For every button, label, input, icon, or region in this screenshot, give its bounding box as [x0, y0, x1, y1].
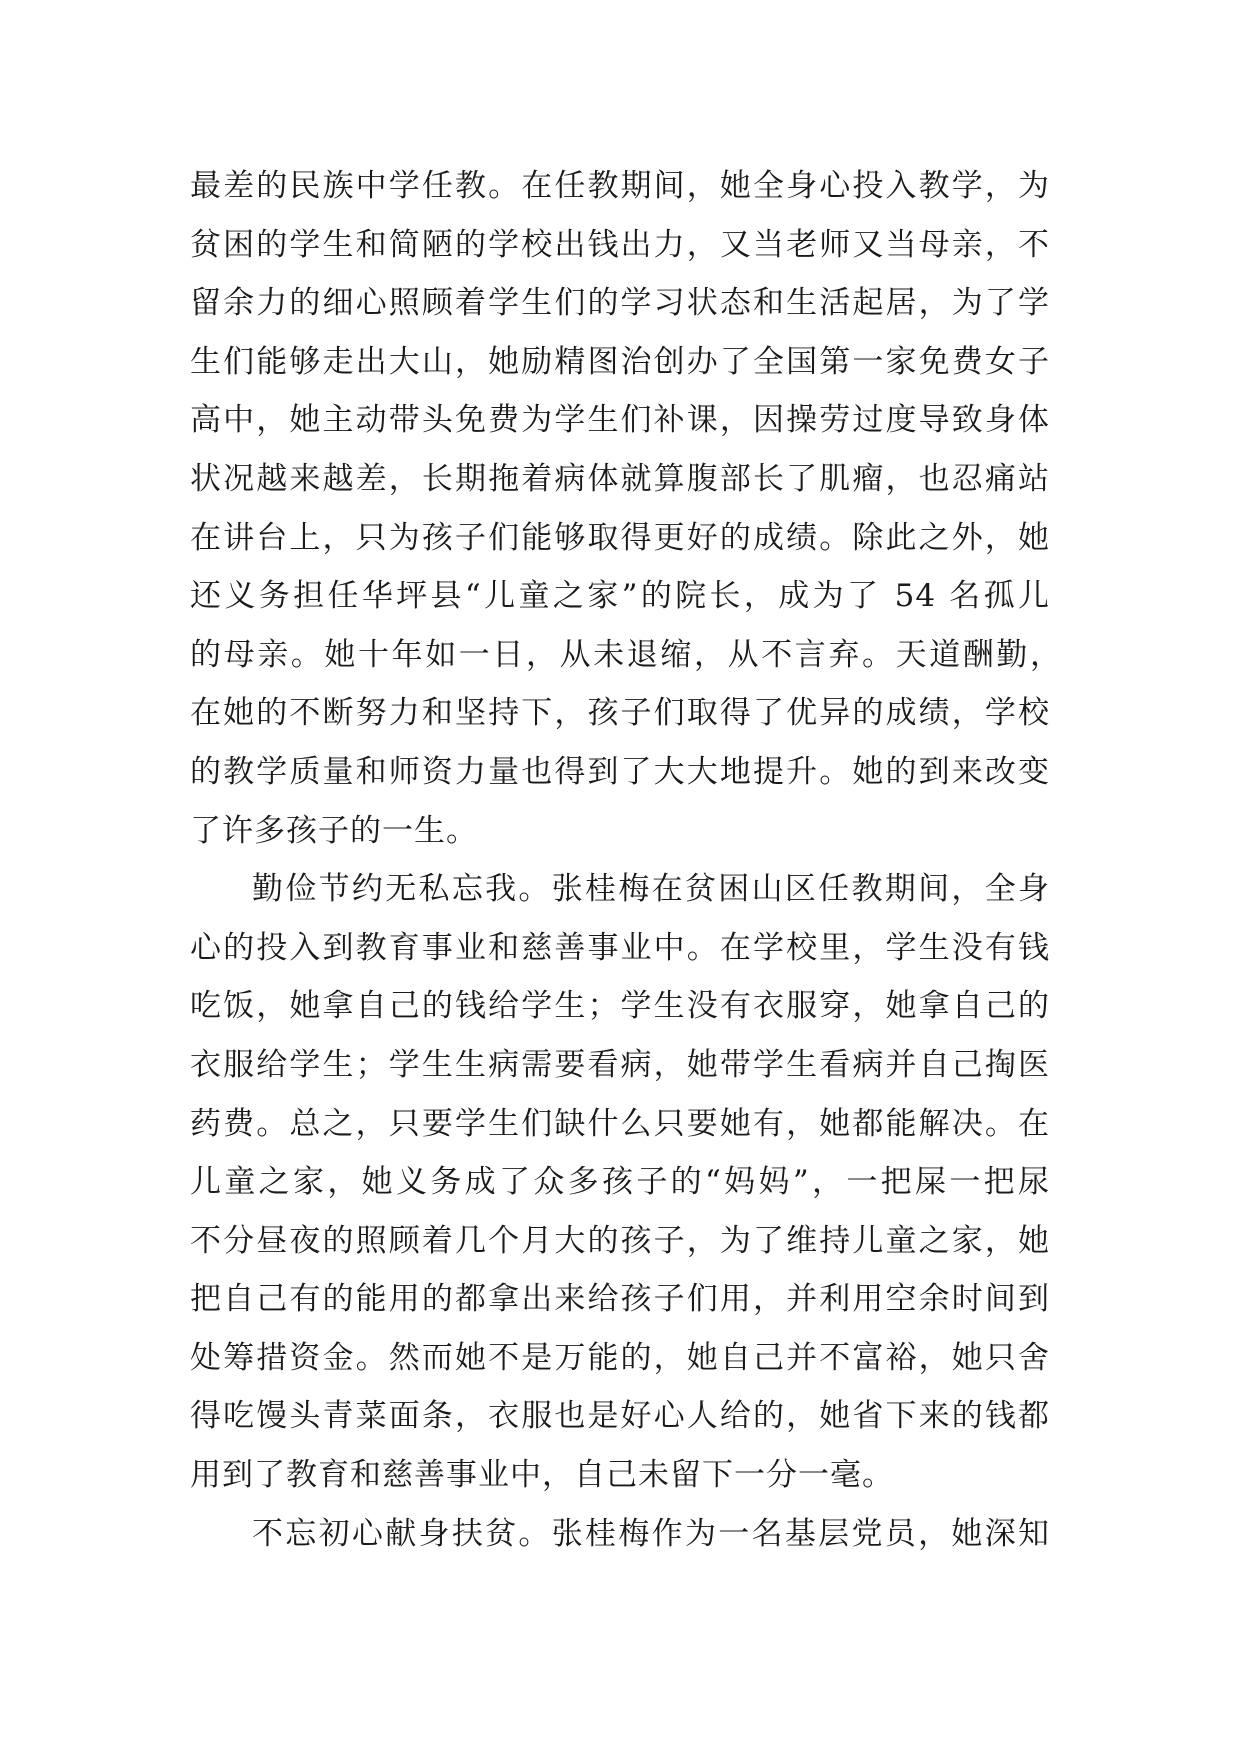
text-line: 最差的民族中学任教。在任教期间，她全身心投入教学，为	[190, 168, 1050, 204]
text-line: 还义务担任华坪县“儿童之家”的院长，成为了 54 名孤儿	[190, 578, 1050, 615]
text-line: 的母亲。她十年如一日，从未退缩，从不言弃。天道酬勤，	[190, 636, 1062, 673]
text-line: 在讲台上，只为孩子们能够取得更好的成绩。除此之外，她	[190, 519, 1050, 556]
text-line: 处筹措资金。然而她不是万能的，她自己并不富裕，她只舍	[190, 1339, 1050, 1376]
text-line: 生们能够走出大山，她励精图治创办了全国第一家免费女子	[190, 343, 1050, 380]
text-line: 儿童之家，她义务成了众多孩子的“妈妈”，一把屎一把尿	[190, 1164, 1050, 1201]
text-line: 的教学质量和师资力量也得到了大大地提升。她的到来改变	[190, 753, 1050, 790]
text-line: 状况越来越差，长期拖着病体就算腹部长了肌瘤，也忍痛站	[190, 460, 1050, 497]
text-line: 把自己有的能用的都拿出来给孩子们用，并利用空余时间到	[190, 1281, 1050, 1318]
text-line: 衣服给学生；学生生病需要看病，她带学生看病并自己掏医	[190, 1046, 1050, 1083]
text-line: 得吃馒头青菜面条，衣服也是好心人给的，她省下来的钱都	[190, 1398, 1050, 1435]
text-line: 高中，她主动带头免费为学生们补课，因操劳过度导致身体	[190, 402, 1050, 439]
text-line: 药费。总之，只要学生们缺什么只要她有，她都能解决。在	[190, 1105, 1050, 1142]
body-text	[190, 157, 1062, 1563]
text-line: 吃饭，她拿自己的钱给学生；学生没有衣服穿，她拿自己的	[190, 988, 1050, 1025]
text-line: 贫困的学生和简陋的学校出钱出力，又当老师又当母亲，不	[190, 226, 1050, 263]
paragraph-end-line: 用到了教育和慈善事业中，自己未留下一分一毫。	[190, 1457, 894, 1494]
paragraph-first-line: 不忘初心献身扶贫。张桂梅作为一名基层党员，她深知	[252, 1515, 1050, 1552]
text-line: 留余力的细心照顾着学生们的学习状态和生活起居，为了学	[190, 285, 1050, 322]
paragraph-first-line: 勤俭节约无私忘我。张桂梅在贫困山区任教期间，全身	[252, 871, 1050, 908]
text-line: 不分昼夜的照顾着几个月大的孩子，为了维持儿童之家，她	[190, 1222, 1050, 1259]
text-line: 心的投入到教育事业和慈善事业中。在学校里，学生没有钱	[190, 929, 1050, 966]
paragraph-end-line: 了许多孩子的一生。	[190, 812, 478, 849]
text-line: 在她的不断努力和坚持下，孩子们取得了优异的成绩，学校	[190, 695, 1050, 732]
